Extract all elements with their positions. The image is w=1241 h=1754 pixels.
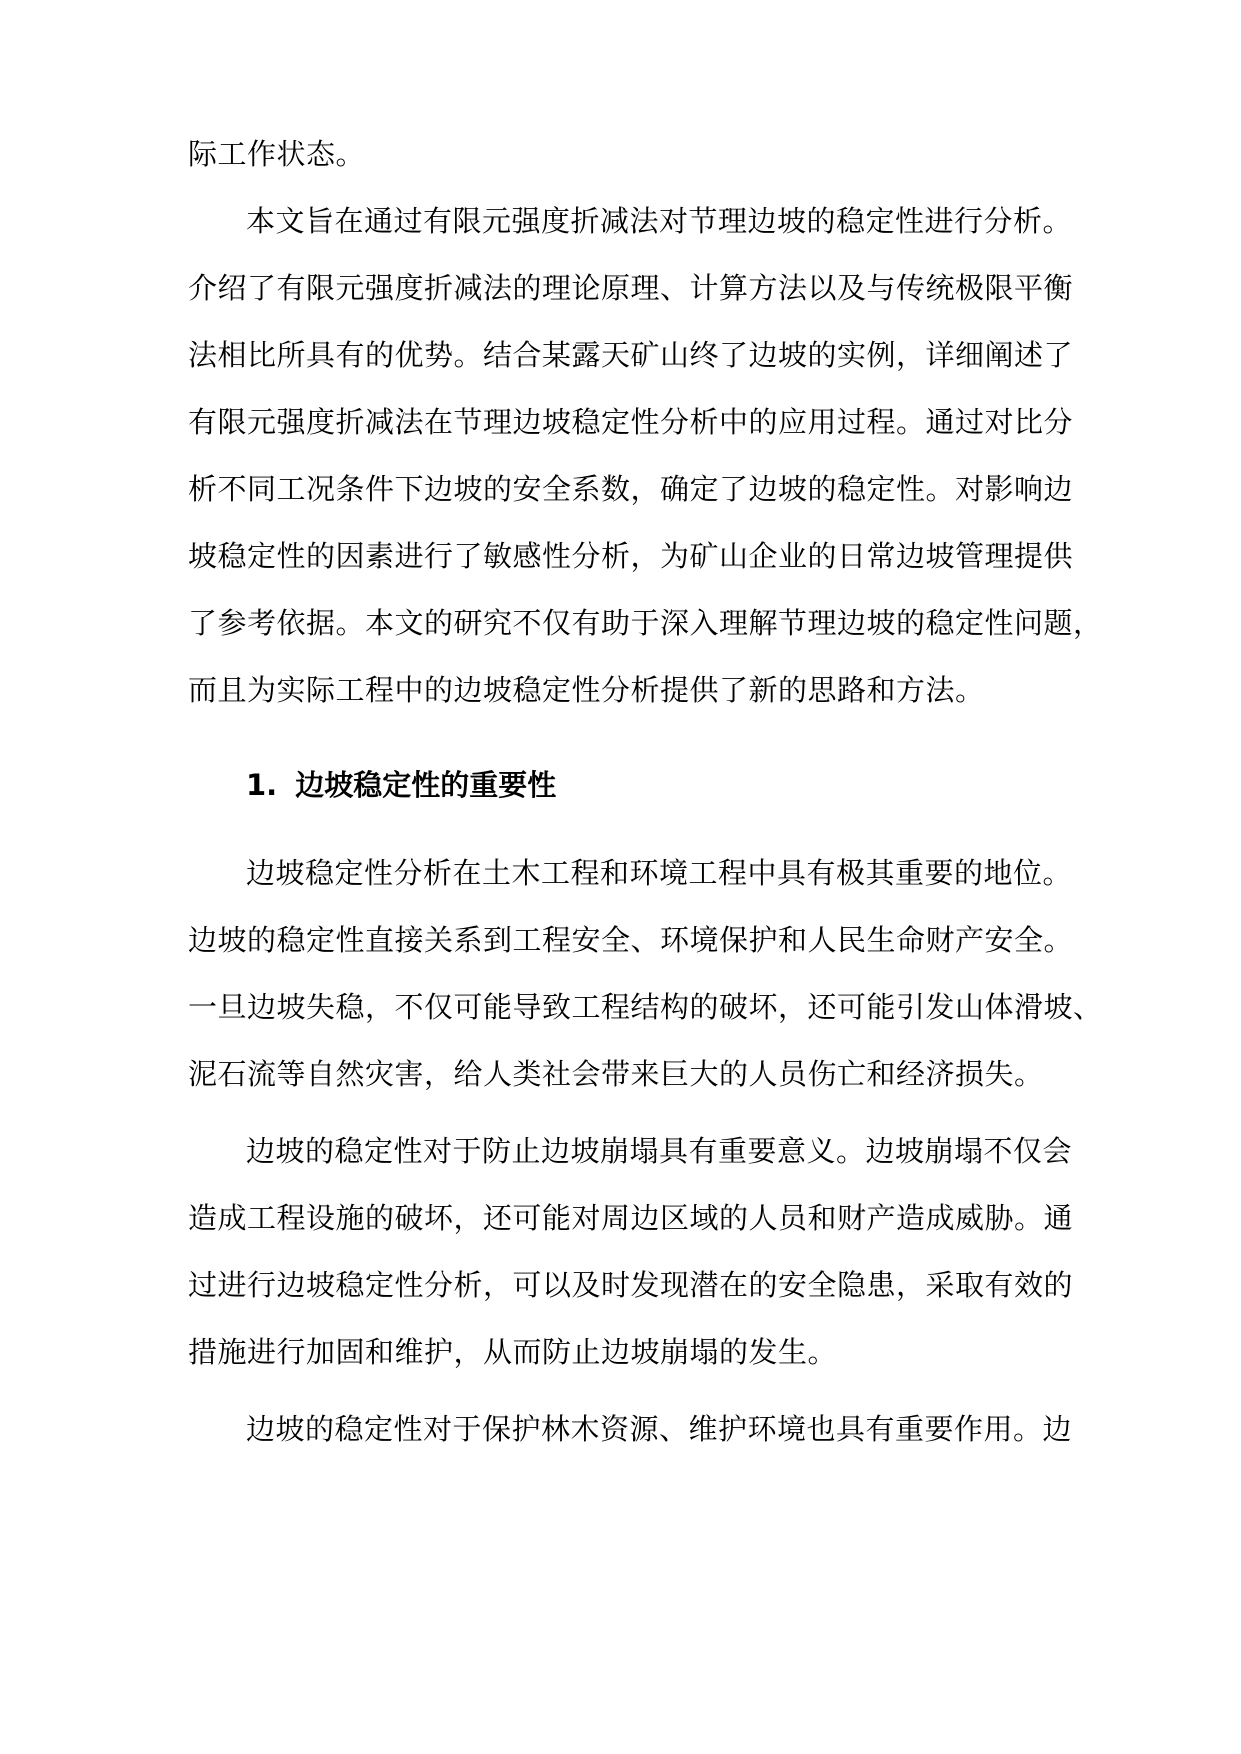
paragraph-line: 泥石流等自然灾害，给人类社会带来巨大的人员伤亡和经济损失。 xyxy=(188,1057,1044,1091)
paragraph-line: 边坡的稳定性直接关系到工程安全、环境保护和人民生命财产安全。 xyxy=(188,923,1074,957)
paragraph-line: 坡稳定性的因素进行了敏感性分析，为矿山企业的日常边坡管理提供 xyxy=(188,539,1074,573)
paragraph-line: 法相比所具有的优势。结合某露天矿山终了边坡的实例，详细阐述了 xyxy=(188,338,1074,372)
paragraph-line: 介绍了有限元强度折减法的理论原理、计算方法以及与传统极限平衡 xyxy=(188,271,1074,305)
paragraph-line: 有限元强度折减法在节理边坡稳定性分析中的应用过程。通过对比分 xyxy=(188,405,1074,439)
section-title: 边坡稳定性的重要性 xyxy=(295,768,557,802)
paragraph-line: 边坡的稳定性对于保护林木资源、维护环境也具有重要作用。边 xyxy=(246,1412,1073,1446)
paragraph-line: 边坡的稳定性对于防止边坡崩塌具有重要意义。边坡崩塌不仅会 xyxy=(246,1134,1073,1168)
paragraph-line: 本文旨在通过有限元强度折减法对节理边坡的稳定性进行分析。 xyxy=(246,204,1073,238)
paragraph-line: 了参考依据。本文的研究不仅有助于深入理解节理边坡的稳定性问题， xyxy=(188,606,1103,640)
section-number: 1. xyxy=(246,768,278,802)
paragraph-line: 而且为实际工程中的边坡稳定性分析提供了新的思路和方法。 xyxy=(188,673,985,707)
paragraph-line: 析不同工况条件下边坡的安全系数，确定了边坡的稳定性。对影响边 xyxy=(188,472,1074,506)
paragraph-line: 边坡稳定性分析在土木工程和环境工程中具有极其重要的地位。 xyxy=(246,856,1073,890)
section-heading xyxy=(246,765,556,805)
paragraph-line: 际工作状态。 xyxy=(188,137,366,171)
paragraph-line: 一旦边坡失稳，不仅可能导致工程结构的破坏，还可能引发山体滑坡、 xyxy=(188,990,1103,1024)
paragraph-line: 造成工程设施的破坏，还可能对周边区域的人员和财产造成威胁。通 xyxy=(188,1201,1074,1235)
paragraph-line: 措施进行加固和维护，从而防止边坡崩塌的发生。 xyxy=(188,1335,838,1369)
paragraph-line: 过进行边坡稳定性分析，可以及时发现潜在的安全隐患，采取有效的 xyxy=(188,1268,1074,1302)
